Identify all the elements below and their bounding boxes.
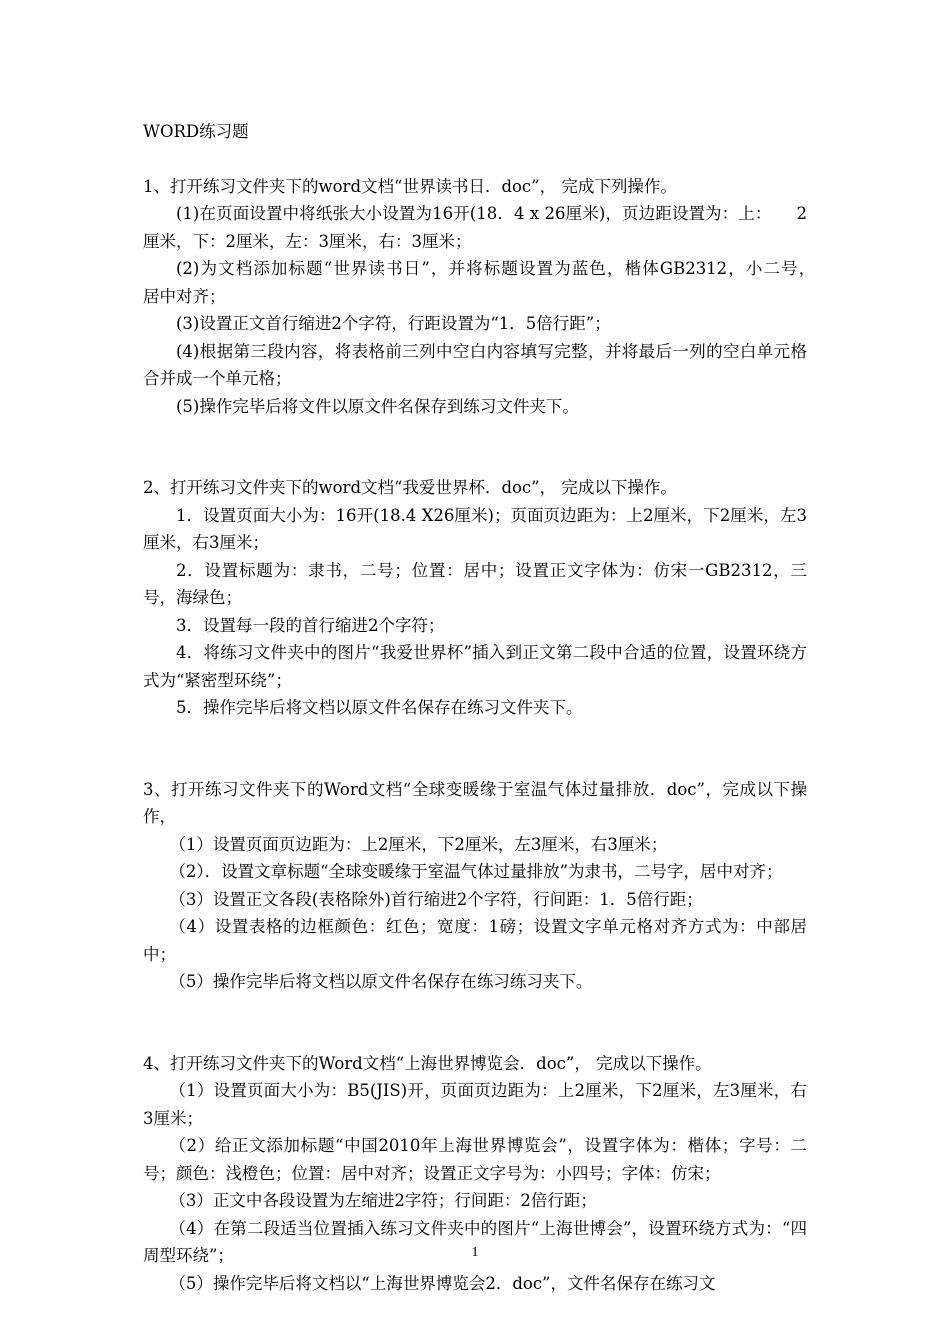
question-step: (2)为文档添加标题“世界读书日”，并将标题设置为蓝色，楷体GB2312，小二号， 居中对齐； xyxy=(143,259,840,306)
question-step: 1．设置页面大小为：16开(18.4 X26厘米)；页面页边距为：上2厘米，下2厘米，左3厘米，右3厘米； xyxy=(143,505,807,552)
question-2 xyxy=(143,474,807,722)
question-step: （2）给正文添加标题“中国2010年上海世界博览会”，设置字体为：楷体；字号：二号；颜色：浅橙色；位置：居中对齐；设置正文字号为：小四号；字体：仿宋； xyxy=(143,1136,807,1183)
question-step: 4．将练习文件夹中的图片“我爱世界杯”插入到正文第二段中合适的位置，设置环绕方式为“紧密型环绕”； xyxy=(143,643,807,690)
question-step: 3．设置每一段的首行缩进2个字符； xyxy=(176,615,445,635)
question-heading: 1、打开练习文件夹下的word文档“世界读书日．doc”， 完成下列操作。 xyxy=(143,176,677,196)
question-heading: 4、打开练习文件夹下的Word文档“上海世界博览会．doc”， 完成以下操作。 xyxy=(143,1053,712,1073)
question-step: （5）操作完毕后将文档以“上海世界博览会2．doc”，文件名保存在练习文 xyxy=(169,1273,716,1293)
question-1 xyxy=(143,173,840,421)
question-step: （5）操作完毕后将文档以原文件名保存在练习练习夹下。 xyxy=(169,972,593,991)
question-step: (5)操作完毕后将文件以原文件名保存到练习文件夹下。 xyxy=(176,396,579,416)
question-step: （3）设置正文各段(表格除外)首行缩进2个字符，行间距：1．5倍行距； xyxy=(169,889,703,909)
question-step: （1）设置页面大小为：B5(JIS)开，页面页边距为：上2厘米，下2厘米，左3厘米，右3厘米； xyxy=(143,1081,807,1128)
question-3 xyxy=(143,776,807,996)
question-step: (1)在页面设置中将纸张大小设置为16开(18．4 x 26厘米)，页边距设置为：上： 2厘米，下：2厘米，左：3厘米，右：3厘米； xyxy=(143,204,807,251)
question-step: (3)设置正文首行缩进2个字符，行距设置为“1．5倍行距”； xyxy=(176,314,611,333)
question-step: （1）设置页面页边距为：上2厘米，下2厘米，左3厘米，右3厘米； xyxy=(169,834,668,854)
question-heading: 2、打开练习文件夹下的word文档“我爱世界杯．doc”， 完成以下操作。 xyxy=(143,478,677,497)
question-step: （4）在第二段适当位置插入练习文件夹中的图片“上海世博会”，设置环绕方式为：“四周型环绕”； xyxy=(143,1218,807,1265)
document-body xyxy=(143,118,840,1297)
question-step: （3）正文中各段设置为左缩进2字符；行间距：2倍行距； xyxy=(169,1191,597,1210)
question-step: 2．设置标题为：隶书，二号；位置：居中；设置正文字体为：仿宋一GB2312，三号，海绿色； xyxy=(143,560,807,607)
question-step: 5．操作完毕后将文档以原文件名保存在练习文件夹下。 xyxy=(176,698,583,717)
document-title: WORD练习题 xyxy=(143,122,249,141)
question-step: (4)根据第三段内容，将表格前三列中空白内容填写完整，并将最后一列的空白单元格合并成一个单元格； xyxy=(143,341,807,388)
page-number: 1 xyxy=(471,1245,479,1260)
question-step: （4）设置表格的边框颜色：红色；宽度：1磅；设置文字单元格对齐方式为：中部居中； xyxy=(143,917,807,964)
question-heading: 3、打开练习文件夹下的Word文档“全球变暖缘于室温气体过量排放．doc”，完成以下操作， xyxy=(143,779,807,826)
question-step: （2）．设置文章标题“全球变暖缘于室温气体过量排放”为隶书，二号字，居中对齐； xyxy=(169,862,783,881)
